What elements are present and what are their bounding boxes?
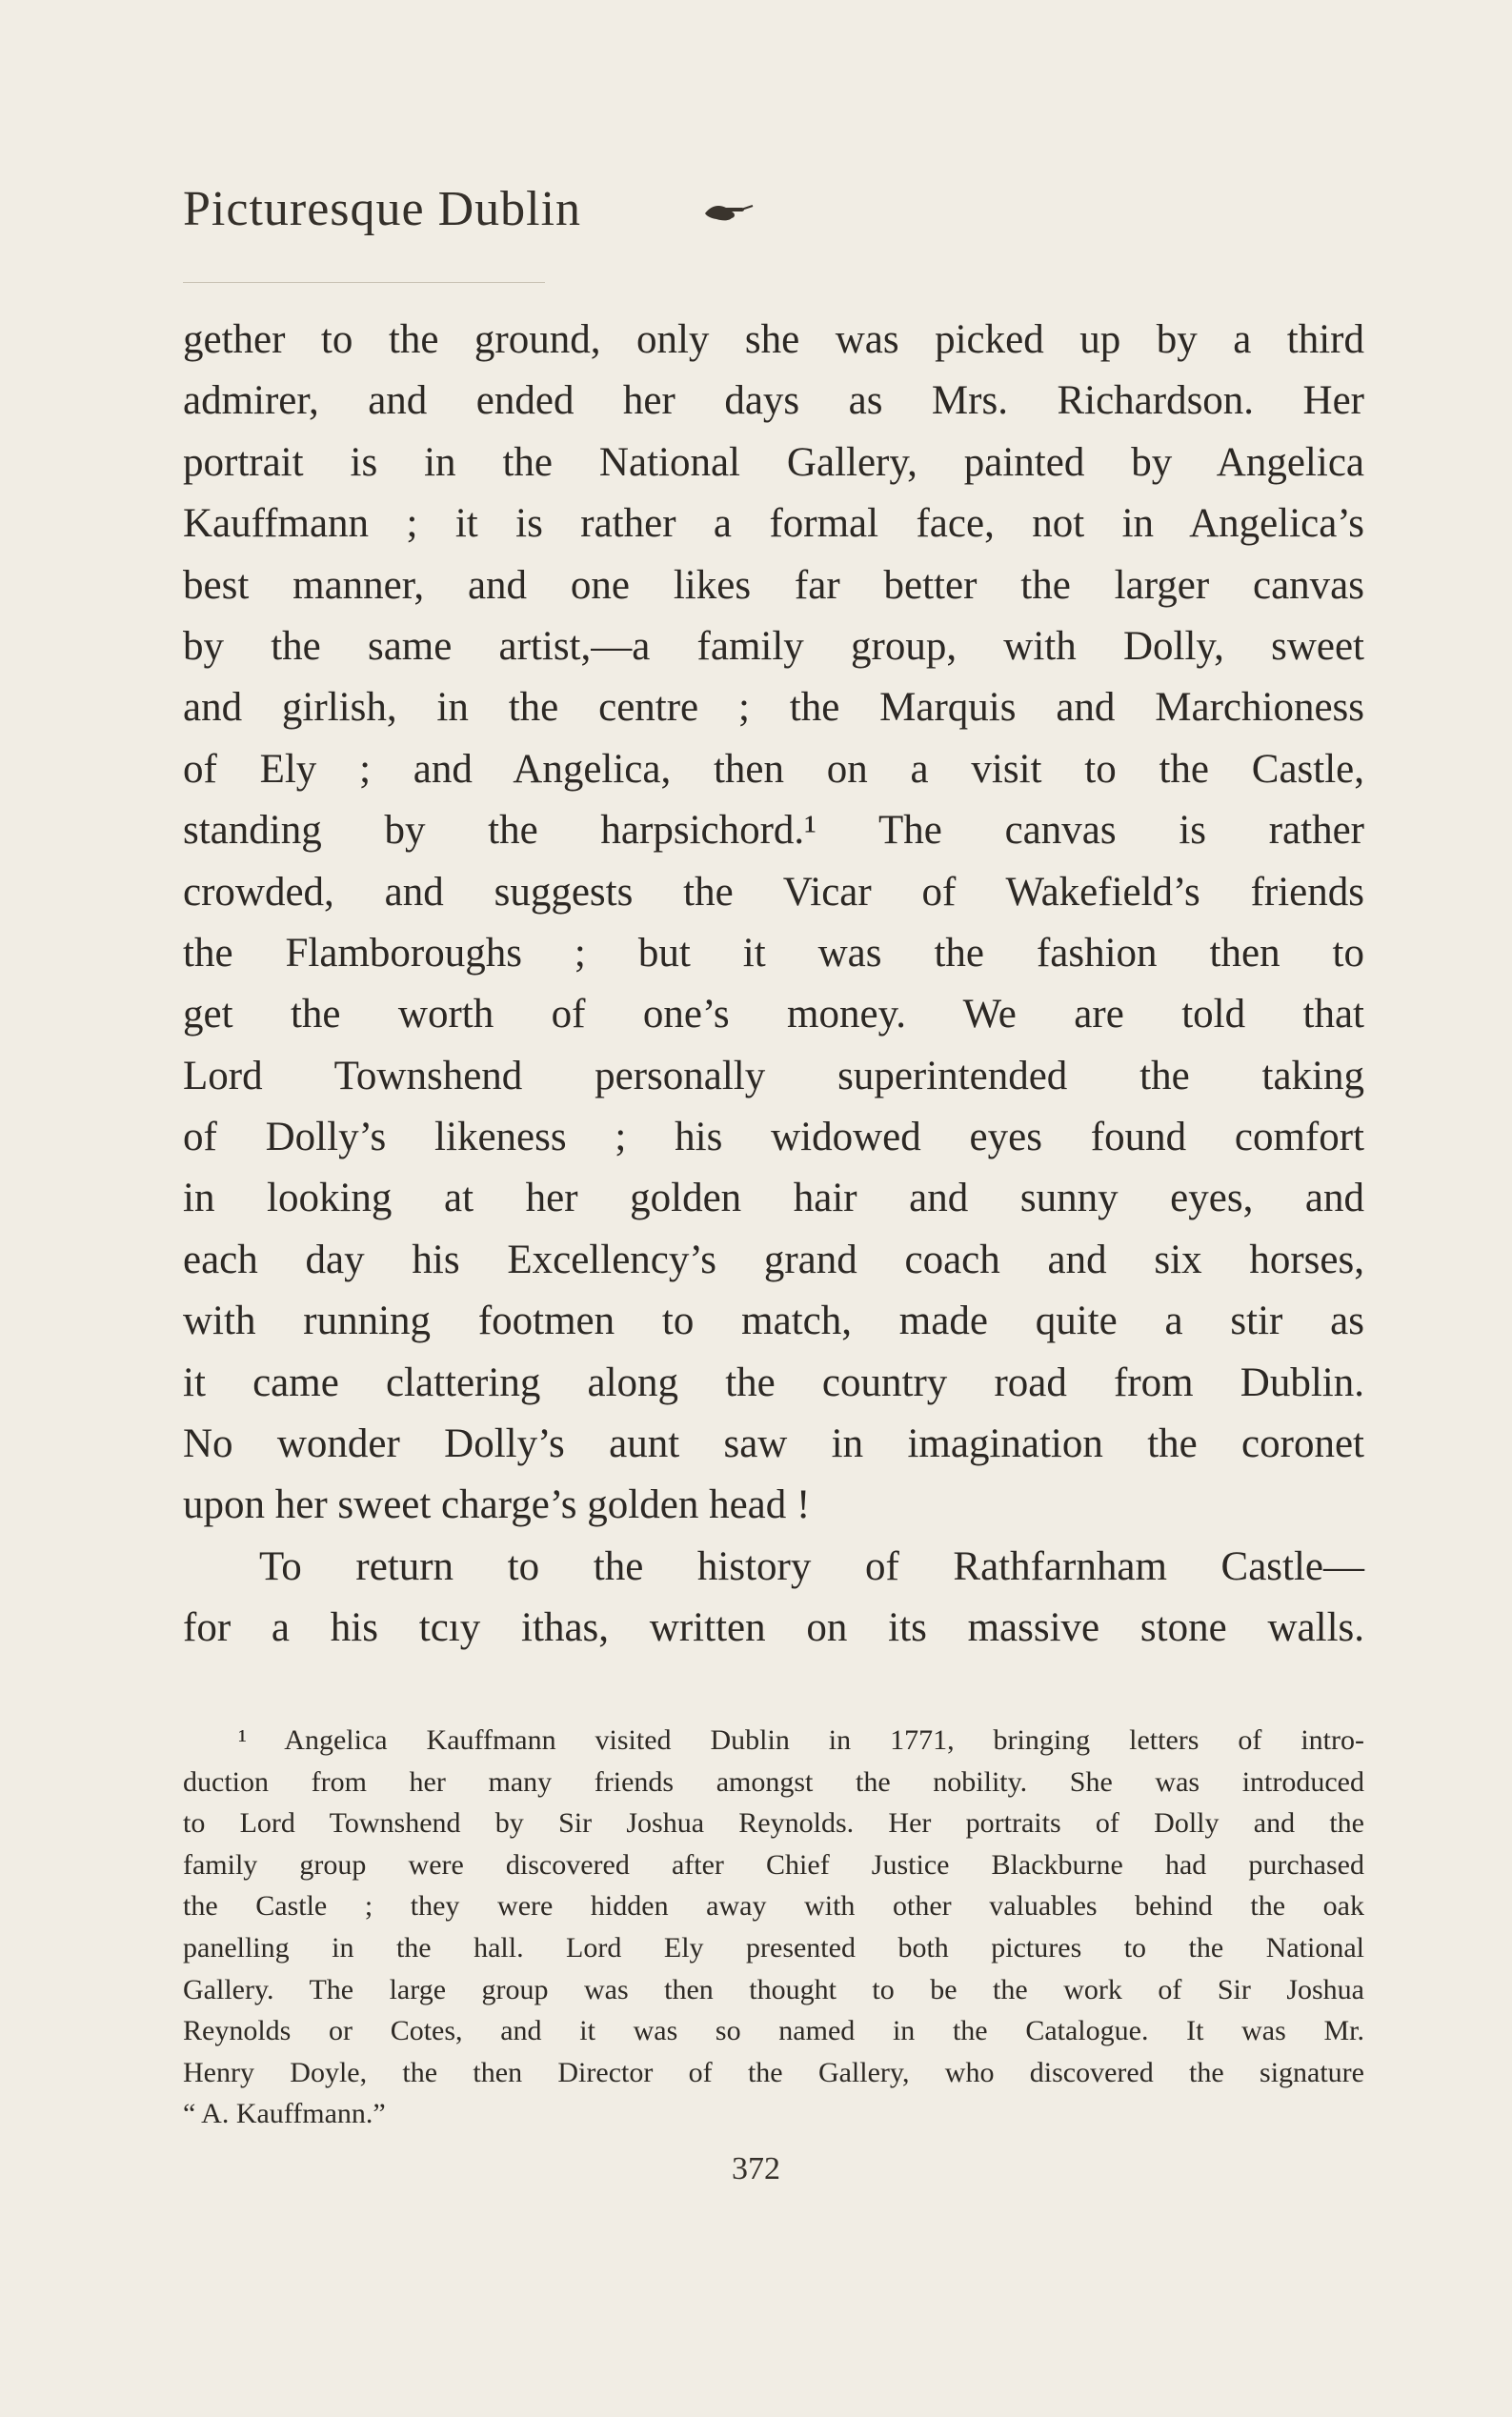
- body-line: and girlish, in the centre ; the Marquis and Marchioness: [183, 685, 1364, 731]
- running-title: Picturesque Dublin: [183, 182, 582, 236]
- body-line: upon her sweet charge’s golden head !: [183, 1482, 811, 1528]
- body-line: by the same artist,—a family group, with Dolly, sweet: [183, 623, 1364, 669]
- footnote-line: Reynolds or Cotes, and it was so named in the Catalogue. It was Mr.: [183, 2015, 1364, 2047]
- body-text: [183, 310, 1364, 1660]
- body-line: with running footmen to match, made quite a stir as: [183, 1299, 1364, 1344]
- header-rule: [183, 282, 545, 283]
- body-line: for a his tcıy ithas, written on its massive stone walls.: [183, 1605, 1364, 1651]
- body-line: of Dolly’s likeness ; his widowed eyes found comfort: [183, 1115, 1364, 1160]
- body-line: get the worth of one’s money. We are told that: [183, 992, 1364, 1037]
- body-line: Kauffmann ; it is rather a formal face, not in Angelica’s: [183, 501, 1364, 547]
- body-line: best manner, and one likes far better the larger canvas: [183, 562, 1364, 608]
- pointing-hand-icon: [703, 198, 755, 227]
- body-line: crowded, and suggests the Vicar of Wakefield’s friends: [183, 869, 1364, 915]
- footnote-line: panelling in the hall. Lord Ely presented both pictures to the National: [183, 1931, 1364, 1964]
- footnote-line: duction from her many friends amongst the nobility. She was introduced: [183, 1765, 1364, 1798]
- body-line: portrait is in the National Gallery, painted by Angelica: [183, 439, 1364, 485]
- body-line: each day his Excellency’s grand coach and six horses,: [183, 1237, 1364, 1282]
- footnote-line: Gallery. The large group was then thought to be the work of Sir Joshua: [183, 1973, 1364, 2005]
- footnote-line: family group were discovered after Chief Justice Blackburne had purchased: [183, 1848, 1364, 1881]
- footnote-line: the Castle ; they were hidden away with other valuables behind the oak: [183, 1890, 1364, 1923]
- body-line: admirer, and ended her days as Mrs. Richardson. Her: [183, 378, 1364, 424]
- body-line: Lord Townshend personally superintended the taking: [183, 1053, 1364, 1098]
- body-line: standing by the harpsichord.¹ The canvas is rather: [183, 808, 1364, 854]
- body-line: in looking at her golden hair and sunny eyes, and: [183, 1176, 1364, 1221]
- body-line: gether to the ground, only she was picked up by a third: [183, 317, 1364, 362]
- footnote-line: “ A. Kauffmann.”: [183, 2098, 386, 2130]
- footnote: [183, 1720, 1364, 2135]
- footnote-line: ¹ Angelica Kauffmann visited Dublin in 1771, bringing letters of intro-: [238, 1724, 1364, 1756]
- body-line: the Flamboroughs ; but it was the fashion then to: [183, 930, 1364, 976]
- footnote-line: Henry Doyle, the then Director of the Gallery, who discovered the signature: [183, 2056, 1364, 2088]
- body-line: it came clattering along the country road from Dublin.: [183, 1360, 1364, 1405]
- body-line: To return to the history of Rathfarnham Castle—: [259, 1543, 1364, 1589]
- body-line: No wonder Dolly’s aunt saw in imagination the coronet: [183, 1421, 1364, 1467]
- body-line: of Ely ; and Angelica, then on a visit to the Castle,: [183, 746, 1364, 792]
- footnote-line: to Lord Townshend by Sir Joshua Reynolds. Her portraits of Dolly and the: [183, 1807, 1364, 1840]
- page-number: 372: [732, 2151, 780, 2186]
